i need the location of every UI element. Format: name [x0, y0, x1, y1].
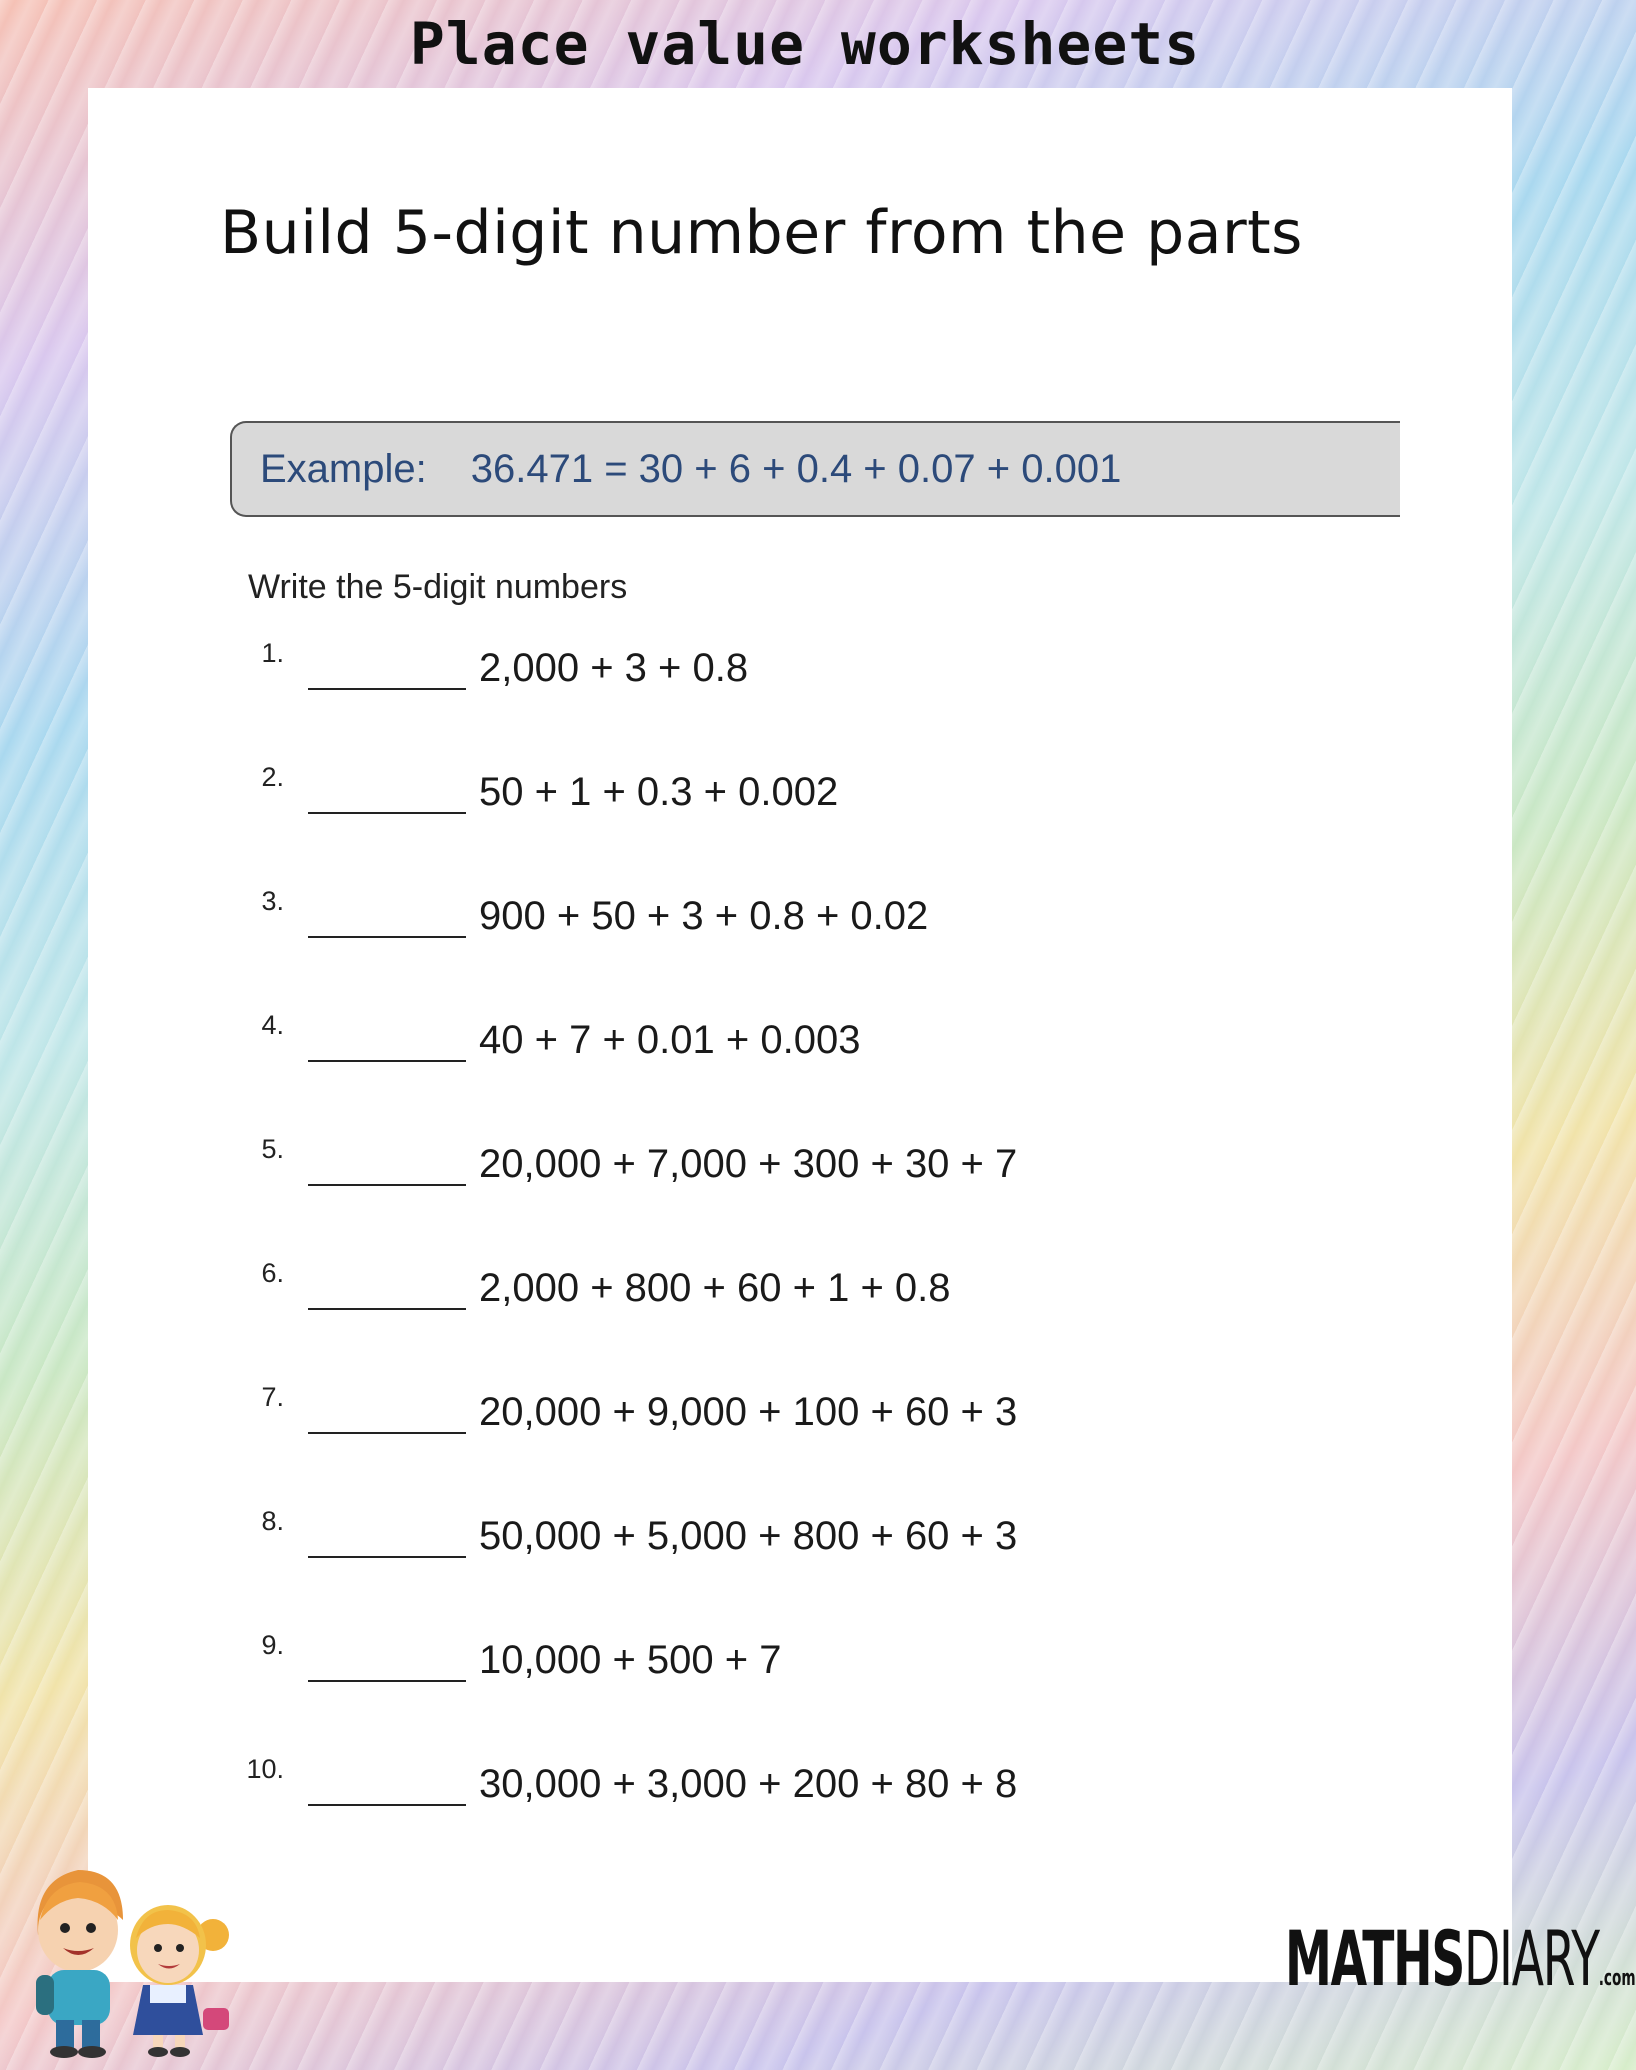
- problem-row: [88, 886, 1512, 966]
- answer-blank[interactable]: [308, 1804, 466, 1806]
- problem-row: [88, 1754, 1512, 1834]
- problem-expression: 20,000 + 7,000 + 300 + 30 + 7: [479, 1142, 1018, 1186]
- mathsdiary-logo: [1285, 1914, 1636, 2003]
- children-illustration: [18, 1840, 238, 2060]
- answer-blank[interactable]: [308, 1184, 466, 1186]
- worksheet-sheet: [88, 88, 1512, 1982]
- problem-row: [88, 1630, 1512, 1710]
- header-band: [0, 0, 1600, 88]
- answer-blank[interactable]: [308, 1432, 466, 1434]
- problem-number: 8.: [261, 1506, 284, 1536]
- problem-expression: 40 + 7 + 0.01 + 0.003: [479, 1018, 861, 1062]
- problem-number: 5.: [261, 1134, 284, 1164]
- header-title: Place value worksheets: [409, 10, 1201, 78]
- girl-figure: [130, 1905, 229, 2057]
- problem-row: [88, 1010, 1512, 1090]
- problem-number: 1.: [261, 638, 284, 668]
- answer-blank[interactable]: [308, 688, 466, 690]
- problem-expression: 2,000 + 800 + 60 + 1 + 0.8: [479, 1266, 951, 1310]
- answer-blank[interactable]: [308, 1060, 466, 1062]
- problem-row: [88, 638, 1512, 718]
- problem-expression: 50,000 + 5,000 + 800 + 60 + 3: [479, 1514, 1018, 1558]
- logo-part-diary: DIARY: [1464, 1914, 1599, 2003]
- problem-row: [88, 1258, 1512, 1338]
- answer-blank[interactable]: [308, 1308, 466, 1310]
- problem-expression: 20,000 + 9,000 + 100 + 60 + 3: [479, 1390, 1018, 1434]
- problem-expression: 900 + 50 + 3 + 0.8 + 0.02: [479, 894, 929, 938]
- problem-number: 3.: [261, 886, 284, 916]
- problem-number: 4.: [261, 1010, 284, 1040]
- example-label: Example:: [260, 446, 427, 491]
- answer-blank[interactable]: [308, 1556, 466, 1558]
- logo-suffix: .com: [1598, 1966, 1636, 1991]
- logo-part-maths: MATHS: [1285, 1914, 1465, 2003]
- problem-expression: 30,000 + 3,000 + 200 + 80 + 8: [479, 1762, 1018, 1806]
- problem-row: [88, 1134, 1512, 1214]
- answer-blank[interactable]: [308, 1680, 466, 1682]
- instruction-text: Write the 5-digit numbers: [248, 568, 628, 606]
- problem-number: 6.: [261, 1258, 284, 1288]
- problem-expression: 10,000 + 500 + 7: [479, 1638, 782, 1682]
- problem-row: [88, 762, 1512, 842]
- problem-number: 7.: [261, 1382, 284, 1412]
- boy-figure: [36, 1870, 123, 2058]
- answer-blank[interactable]: [308, 936, 466, 938]
- problem-row: [88, 1506, 1512, 1586]
- problem-row: [88, 1382, 1512, 1462]
- example-equation: 36.471 = 30 + 6 + 0.4 + 0.07 + 0.001: [470, 446, 1122, 491]
- answer-blank[interactable]: [308, 812, 466, 814]
- problem-number: 9.: [261, 1630, 284, 1660]
- worksheet-title: Build 5-digit number from the parts: [220, 198, 1303, 268]
- problem-list: [88, 88, 1512, 1982]
- problem-expression: 2,000 + 3 + 0.8: [479, 646, 749, 690]
- problem-number: 2.: [261, 762, 284, 792]
- problem-expression: 50 + 1 + 0.3 + 0.002: [479, 770, 839, 814]
- problem-number: 10.: [246, 1754, 284, 1784]
